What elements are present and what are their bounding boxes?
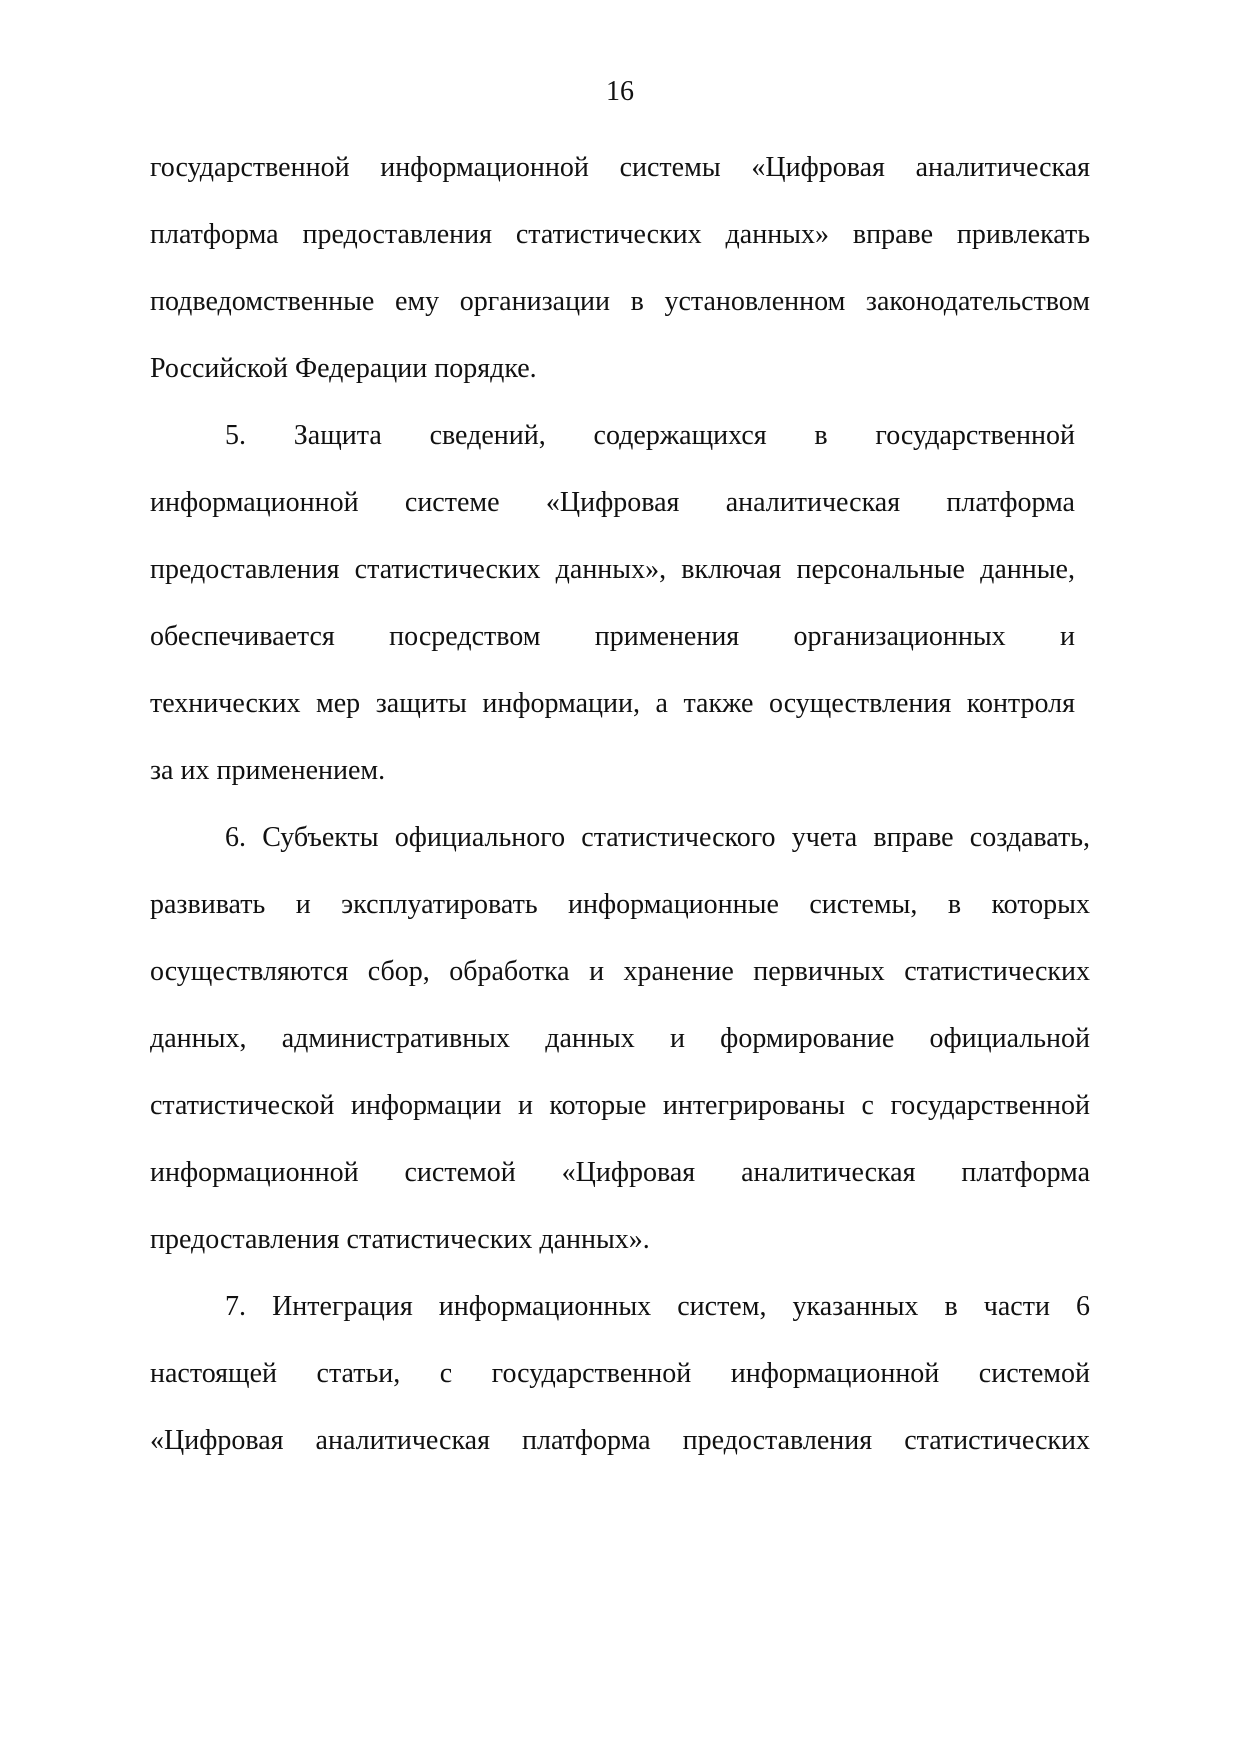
text-line: Российской Федерации порядке.	[150, 353, 537, 384]
text-line: технических мер защиты информации, а также осуществления контроля	[150, 688, 1075, 719]
text-line: за их применением.	[150, 755, 386, 786]
text-line: развивать и эксплуатировать информационные системы, в которых	[150, 889, 1090, 920]
text-line: информационной системой «Цифровая аналитическая платформа	[150, 1157, 1090, 1188]
paragraph-7	[150, 1273, 1090, 1474]
text-line: государственной информационной системы «Цифровая аналитическая	[150, 152, 1090, 183]
text-line: 5. Защита сведений, содержащихся в государственной	[225, 420, 1075, 451]
text-line: обеспечивается посредством применения организационных и	[150, 621, 1075, 652]
text-line: подведомственные ему организации в установленном законодательством	[150, 286, 1090, 317]
text-line: 7. Интеграция информационных систем, указанных в части 6	[225, 1291, 1090, 1322]
paragraph-6	[150, 804, 1090, 1273]
document-text	[150, 134, 1090, 1474]
text-line: 6. Субъекты официального статистического учета вправе создавать,	[225, 822, 1090, 853]
text-line: статистической информации и которые интегрированы с государственной	[150, 1090, 1090, 1121]
text-line: данных, административных данных и формирование официальной	[150, 1023, 1090, 1054]
text-line: информационной системе «Цифровая аналитическая платформа	[150, 487, 1075, 518]
text-line: «Цифровая аналитическая платформа предоставления статистических	[150, 1425, 1090, 1456]
text-line: предоставления статистических данных», включая персональные данные,	[150, 554, 1075, 585]
text-line: платформа предоставления статистических данных» вправе привлекать	[150, 219, 1090, 250]
paragraph-continuation	[150, 134, 1090, 402]
text-line: предоставления статистических данных».	[150, 1224, 650, 1255]
page-number: 16	[606, 76, 634, 107]
text-line: осуществляются сбор, обработка и хранение первичных статистических	[150, 956, 1090, 987]
paragraph-5	[150, 402, 1090, 804]
text-line: настоящей статьи, с государственной информационной системой	[150, 1358, 1090, 1389]
